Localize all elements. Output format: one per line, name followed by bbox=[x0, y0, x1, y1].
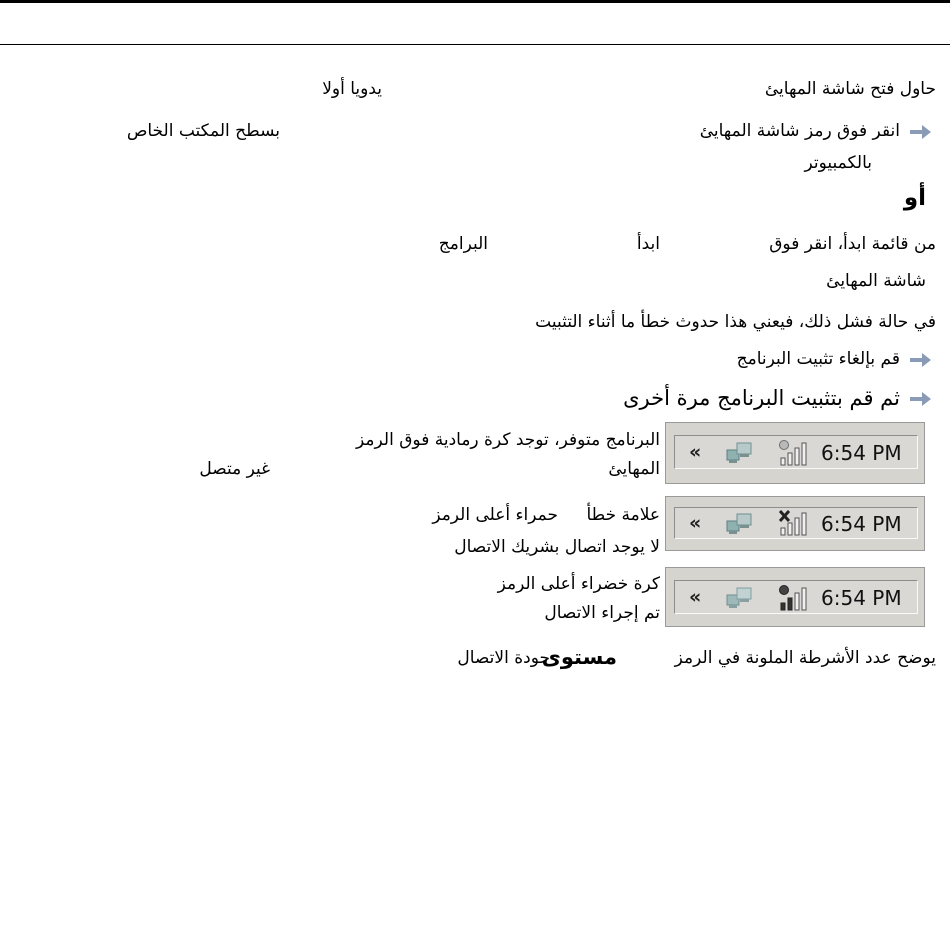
step-desktop-text: بسطح المكتب الخاص bbox=[126, 121, 280, 141]
step-computer-text: بالكمبيوتر bbox=[804, 153, 872, 173]
clock-time: 6:54 PM bbox=[821, 586, 902, 610]
step-reinstall: ثم قم بتثبيت البرنامج مرة أخرى bbox=[623, 386, 900, 410]
tray-green-status bbox=[665, 567, 925, 627]
line-bars-indicate: يوضح عدد الأشرطة الملونة في الرمز bbox=[674, 648, 936, 668]
step-click-adapter-icon: انقر فوق رمز شاشة المهايئ bbox=[699, 121, 900, 141]
or-heading: أو bbox=[903, 185, 926, 211]
tray-gray-status bbox=[665, 422, 925, 484]
line-manually-first: يدويا أولا bbox=[322, 79, 382, 99]
status-error-desc: لا يوجد اتصال بشريك الاتصال bbox=[454, 537, 660, 557]
status-error-mark: علامة خطأ bbox=[586, 505, 660, 525]
status-gray-offline: غير متصل bbox=[199, 459, 270, 479]
network-computers-icon bbox=[725, 585, 755, 615]
status-gray-adapter: المهايئ bbox=[608, 459, 660, 479]
clock-time: 6:54 PM bbox=[821, 512, 902, 536]
network-computers-icon bbox=[725, 511, 755, 541]
signal-error-x-icon bbox=[778, 509, 808, 541]
status-green-desc: كرة خضراء أعلى الرمز bbox=[497, 574, 660, 594]
chevron-icon: « bbox=[689, 512, 702, 534]
status-gray-desc: البرنامج متوفر، توجد كرة رمادية فوق الرمز bbox=[356, 430, 660, 450]
arrow-bullet-icon bbox=[908, 124, 932, 140]
line-open-adapter-screen: حاول فتح شاشة المهايئ bbox=[764, 79, 936, 99]
line-failure-info: في حالة فشل ذلك، فيعني هذا حدوث خطأ ما أثناء التثبيت bbox=[535, 312, 936, 332]
arrow-bullet-icon bbox=[908, 391, 932, 407]
chevron-icon: « bbox=[689, 586, 702, 608]
line-programs-word: البرامج bbox=[438, 234, 488, 254]
signal-green-ball-icon bbox=[778, 584, 808, 616]
line-adapter-screen: شاشة المهايئ bbox=[826, 271, 926, 291]
top-rule bbox=[0, 0, 950, 3]
line-start-word: ابدأ bbox=[636, 234, 660, 254]
line-connection-quality: جودة الاتصال bbox=[457, 648, 550, 668]
clock-time: 6:54 PM bbox=[821, 441, 902, 465]
network-computers-icon bbox=[725, 440, 755, 470]
chevron-icon: « bbox=[689, 441, 702, 463]
status-green-connected: تم إجراء الاتصال bbox=[544, 603, 660, 623]
signal-gray-ball-icon bbox=[778, 439, 808, 471]
arrow-bullet-icon bbox=[908, 352, 932, 368]
line-level-word: مستوى bbox=[541, 645, 617, 669]
step-uninstall: قم بإلغاء تثبيت البرنامج bbox=[736, 349, 900, 369]
line-start-menu: من قائمة ابدأ، انقر فوق bbox=[769, 234, 936, 254]
tray-error-status bbox=[665, 496, 925, 551]
header-rule bbox=[0, 44, 950, 45]
status-error-red: حمراء أعلى الرمز bbox=[432, 505, 558, 525]
